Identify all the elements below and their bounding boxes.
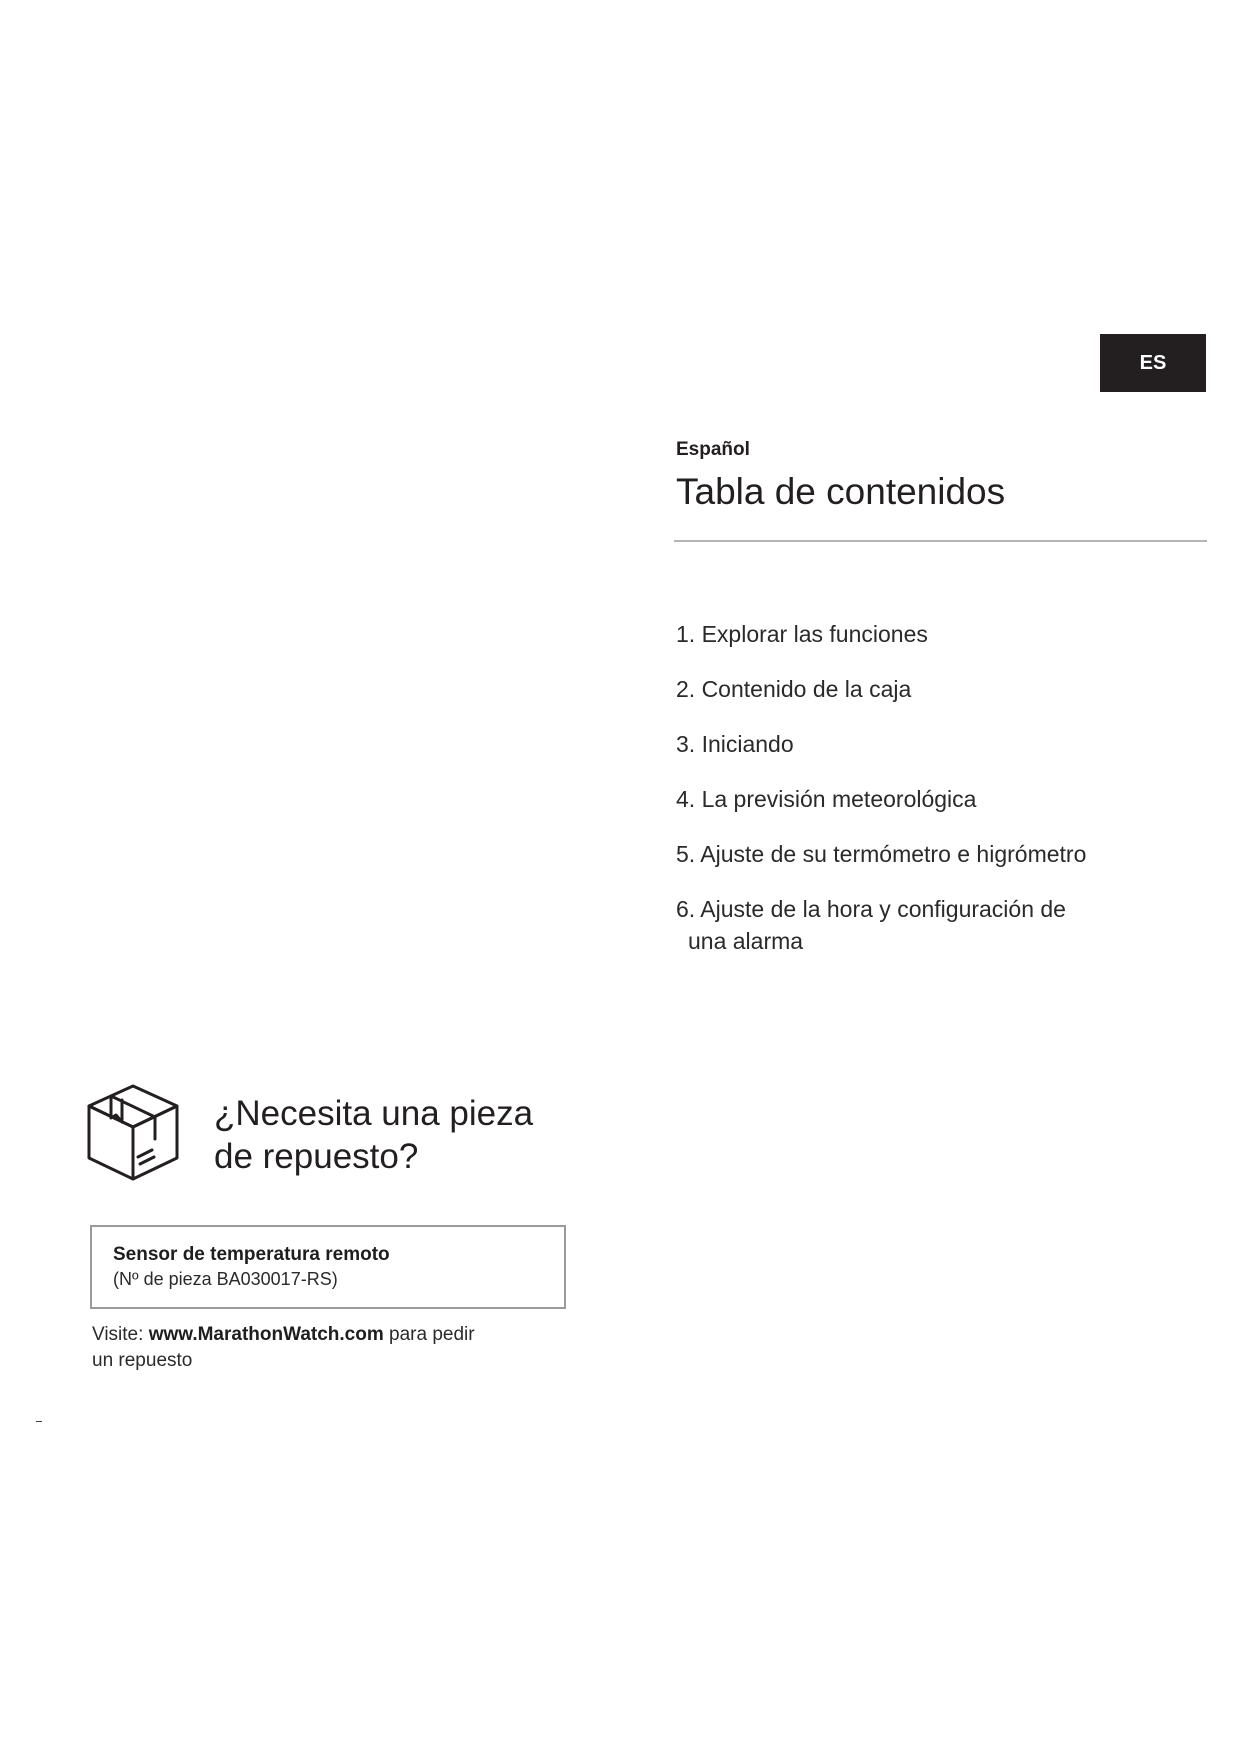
website-link[interactable]: www.MarathonWatch.com [148, 1324, 384, 1345]
spare-part-name: Sensor de temperatura remoto [113, 1244, 390, 1265]
toc-divider [674, 540, 1207, 542]
toc-item-time-alarm[interactable] [676, 893, 1216, 957]
toc-item-label: 4. La previsión meteorológica [676, 786, 977, 812]
toc-item-thermometer-hygrometer[interactable] [676, 838, 1216, 893]
toc-item-label: 1. Explorar las funciones [676, 621, 928, 647]
visit-suffix-continued: un repuesto [92, 1350, 193, 1371]
visit-instructions [92, 1322, 512, 1374]
toc-language-label: Español [676, 439, 750, 460]
spare-part-heading [214, 1092, 574, 1178]
spare-part-heading-line2: de repuesto? [214, 1137, 419, 1176]
toc-item-label: 5. Ajuste de su termómetro e higrómetro [676, 841, 1087, 867]
toc-item-label: 3. Iniciando [676, 731, 794, 757]
toc-item-explore-features[interactable] [676, 618, 1216, 673]
spare-part-number: (Nº de pieza BA030017-RS) [113, 1269, 338, 1289]
toc-item-label-continued: una alarma [688, 928, 804, 954]
toc-item-weather-forecast[interactable] [676, 783, 1216, 838]
spare-part-box [90, 1225, 566, 1309]
spare-part-heading-line1: ¿Necesita una pieza [214, 1094, 534, 1133]
toc-title: Tabla de contenidos [676, 471, 1006, 512]
toc-item-getting-started[interactable] [676, 728, 1216, 783]
visit-prefix: Visite: [92, 1324, 149, 1345]
toc-header [676, 436, 1208, 516]
package-box-icon [86, 1084, 180, 1182]
toc-item-label: 6. Ajuste de la hora y configuración de [676, 896, 1066, 922]
language-badge: ES [1100, 334, 1206, 392]
toc-list [676, 618, 1216, 957]
toc-item-label: 2. Contenido de la caja [676, 676, 912, 702]
toc-item-box-contents[interactable] [676, 673, 1216, 728]
stray-mark [36, 1421, 42, 1422]
visit-suffix: para pedir [383, 1324, 475, 1345]
